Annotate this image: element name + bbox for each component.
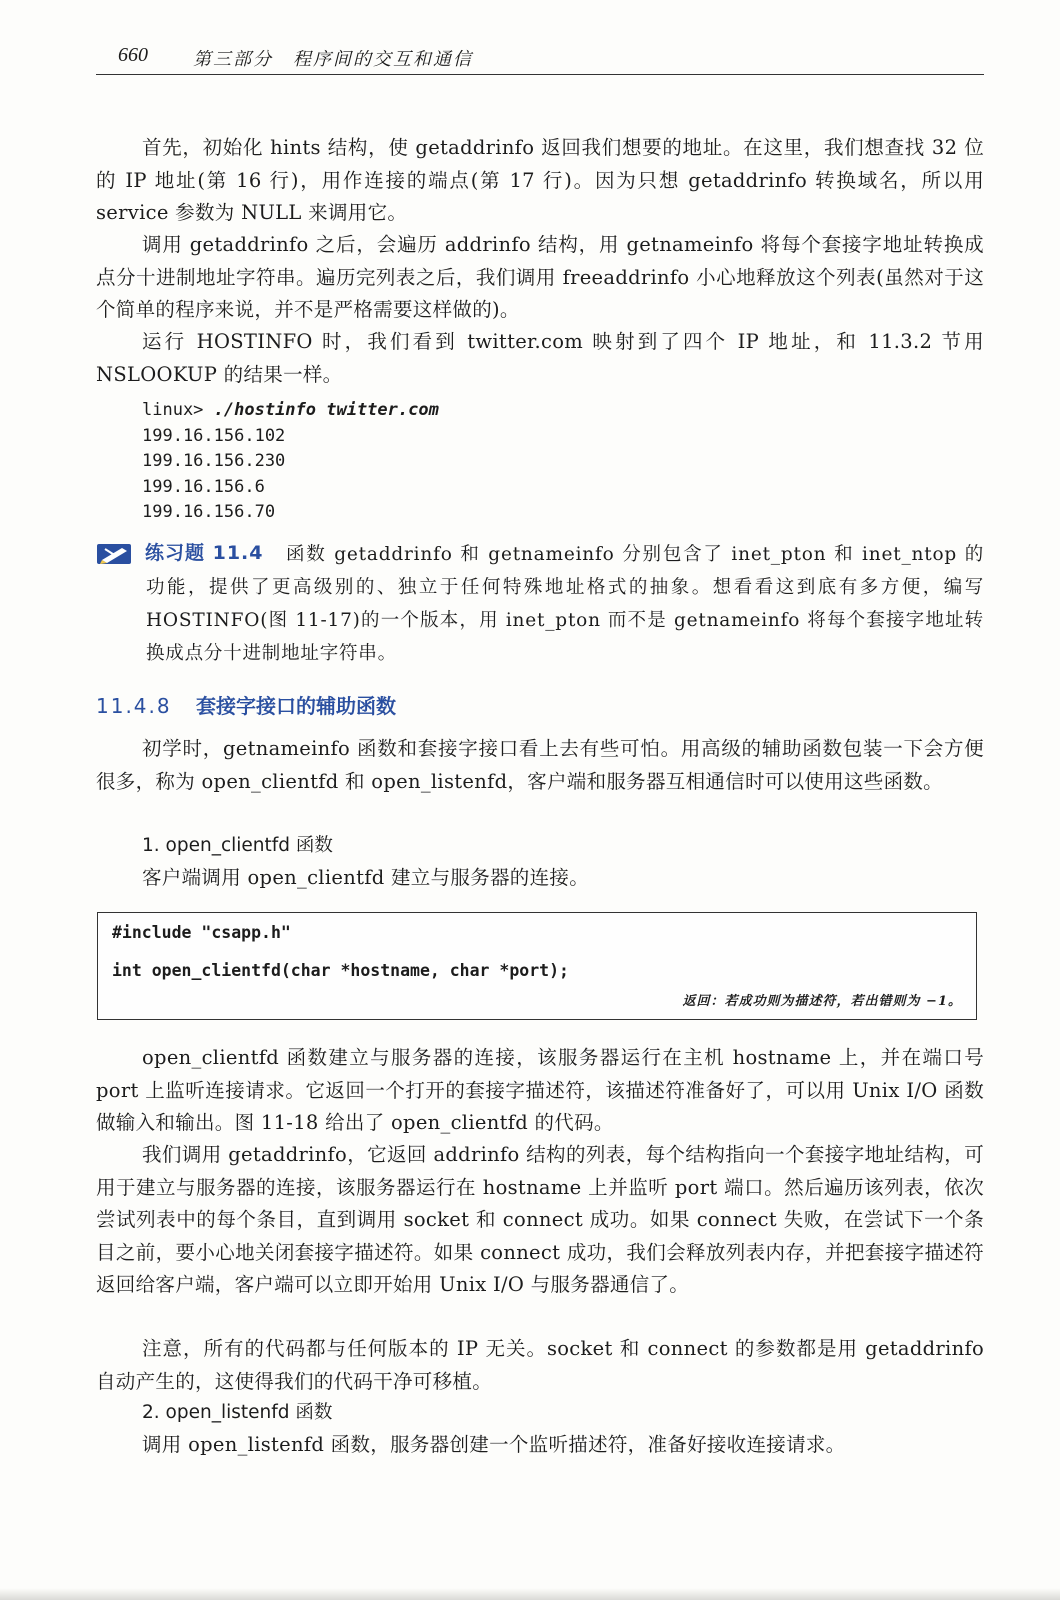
page-number: 660 xyxy=(118,44,148,66)
terminal-output-line: 199.16.156.102 xyxy=(142,426,286,446)
terminal-output-line: 199.16.156.6 xyxy=(142,477,265,497)
paragraph-getnameinfo: 调用 getaddrinfo 之后，会遍历 addrinfo 结构，用 getnameinfo 将每个套接字地址转换成点分十进制地址字符串。遍历完列表之后，我们调用 freeaddrinfo 小心地释放这个列表(虽然对于这个简单的程序来说，并不是严格需要这样做的)。 xyxy=(96,233,984,321)
section-title: 套接字接口的辅助函数 xyxy=(196,694,396,718)
paragraph-getaddrinfo-loop: 我们调用 getaddrinfo，它返回 addrinfo 结构的列表，每个结构指向一个套接字地址结构，可用于建立与服务器的连接，该服务器运行在 hostname 上并监听 port 端口。然后遍历该列表，依次尝试列表中的每个条目，直到调用 socket 和 connect 成功。如果 connect 失败，在尝试下一个条目之前，要小心地关闭套接字描述符。如果 connect 成功，我们会释放列表内存，并把套接字描述符返回给客户端，客户端可以立即开始用 Unix I/O 与服务器通信了。 xyxy=(96,1143,984,1296)
paragraph-hints: 首先，初始化 hints 结构，使 getaddrinfo 返回我们想要的地址。在这里，我们想查找 32 位的 IP 地址(第 16 行)，用作连接的端点(第 17 行)。因为只想 getaddrinfo 转换域名，所以用 service 参数为 NULL 来调用它。 xyxy=(96,136,984,224)
paragraph-hostinfo-run: 运行 HOSTINFO 时，我们看到 twitter.com 映射到了四个 IP 地址，和 11.3.2 节用 NSLOOKUP 的结果一样。 xyxy=(96,330,984,386)
exercise-label: 练习题 11.4 xyxy=(145,542,264,564)
running-title: 第三部分 程序间的交互和通信 xyxy=(193,49,473,70)
section-heading xyxy=(96,690,396,719)
terminal-command: ./hostinfo twitter.com xyxy=(213,400,439,420)
paragraph-ip-independence: 注意，所有的代码都与任何版本的 IP 无关。socket 和 connect 的参数都是用 getaddrinfo 自动产生的，这使得我们的代码干净可移植。 xyxy=(96,1337,984,1393)
pencil-practice-icon xyxy=(96,542,134,566)
exercise-text: 函数 getaddrinfo 和 getnameinfo 分别包含了 inet_pton 和 inet_ntop 的功能，提供了更高级别的、独立于任何特殊地址格式的抽象。想看看这到底有多方便，编写 HOSTINFO(图 11-17)的一个版本，用 inet_pton 而不是 getnameinfo 将每个套接字地址转换成点分十进制地址字符串。 xyxy=(146,544,984,664)
running-header xyxy=(96,44,984,72)
paragraph-open-clientfd-lead: 客户端调用 open_clientfd 建立与服务器的连接。 xyxy=(142,866,589,889)
code-return-note: 返回：若成功则为描述符，若出错则为 −1。 xyxy=(682,994,962,1009)
header-rule xyxy=(96,74,984,75)
terminal-output-line: 199.16.156.70 xyxy=(142,502,276,522)
paragraph-open-clientfd-desc: open_clientfd 函数建立与服务器的连接，该服务器运行在主机 hostname 上，并在端口号 port 上监听连接请求。它返回一个打开的套接字描述符，该描述符准备好了，可以用 Unix I/O 函数做输入和输出。图 11-18 给出了 open_clientfd 的代码。 xyxy=(96,1046,984,1134)
code-include-line: #include "csapp.h" xyxy=(112,923,291,942)
code-prototype-box xyxy=(97,912,977,1020)
subsection-heading-open-clientfd: 1. open_clientfd 函数 xyxy=(142,835,333,856)
terminal-output-line: 199.16.156.230 xyxy=(142,451,286,471)
code-prototype-line: int open_clientfd(char *hostname, char *port); xyxy=(112,961,569,980)
paragraph-helper-intro: 初学时，getnameinfo 函数和套接字接口看上去有些可怕。用高级的辅助函数包装一下会方便很多，称为 open_clientfd 和 open_listenfd，客户端和服务器互相通信时可以使用这些函数。 xyxy=(96,737,984,793)
subsection-heading-open-listenfd: 2. open_listenfd 函数 xyxy=(142,1402,333,1423)
scan-edge xyxy=(0,1588,1060,1600)
paragraph-open-listenfd-lead: 调用 open_listenfd 函数，服务器创建一个监听描述符，准备好接收连接请求。 xyxy=(142,1433,846,1456)
terminal-prompt: linux> xyxy=(142,400,214,420)
terminal-command-line xyxy=(142,398,439,423)
section-number: 11.4.8 xyxy=(96,694,172,718)
